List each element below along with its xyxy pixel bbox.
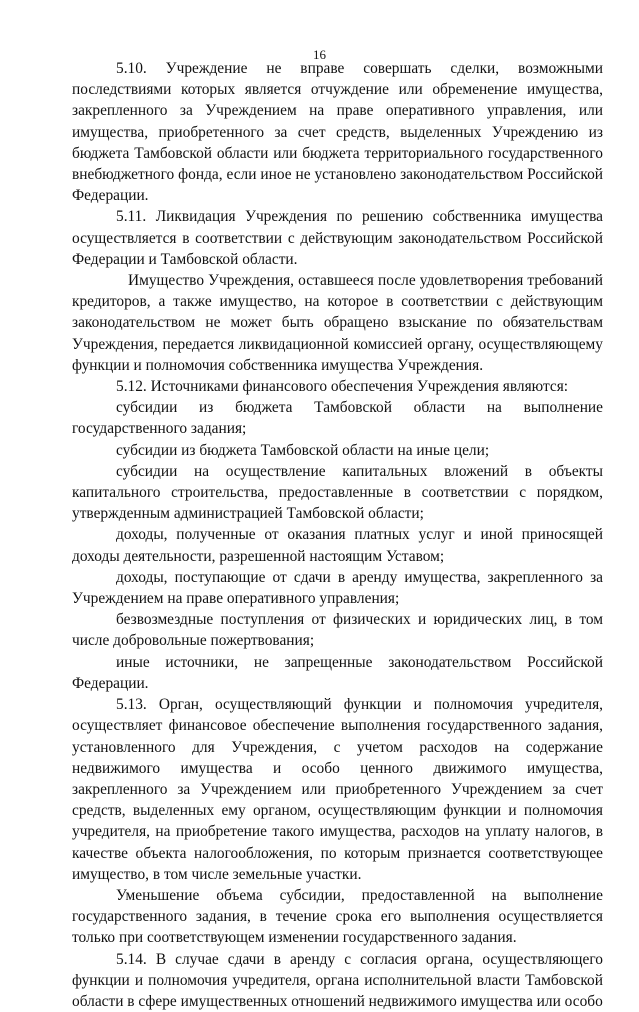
funding-source-item: субсидии из бюджета Тамбовской области на иные цели; <box>116 441 490 459</box>
funding-source-item: доходы, полученные от оказания платных услуг и иной приносящей доходы деятельности, разрешенной настоящим Уставом; <box>72 526 603 565</box>
paragraph-5-14: 5.14. В случае сдачи в аренду с согласия органа, осуществляющего функции и полномочия учредителя, органа исполнительной власти Тамбовской области в сфере имущественных отношений недвижимого имущества или особо <box>72 950 603 1010</box>
funding-source-item: доходы, поступающие от сдачи в аренду имущества, закрепленного за Учреждением на праве оперативного управления; <box>72 568 603 608</box>
paragraph-liquidation-property: Имущество Учреждения, оставшееся после удовлетворения требований кредиторов, а также имущество, на которое в соответствии с действующим законодательством не может быть обращено взыскание по обязательствам Учреждения, передается ликвидационной комиссией органу, осуществляющему функции и полномочия собственника имущества Учреждения. <box>72 272 603 374</box>
funding-source-item: субсидии на осуществление капитальных вложений в объекты капитального строительства, предоставленные в соответствии с порядком, утвержденным администрацией Тамбовской области; <box>72 462 603 523</box>
paragraph-5-13: 5.13. Орган, осуществляющий функции и полномочия учредителя, осуществляет финансовое обеспечение выполнения государственного задания, установленного для Учреждения, с учетом расходов на содержание недвижимого имущества и особо ценного движимого имущества, закрепленного за Учреждением или приобретенного Учреждением за счет средств, выделенных ему органом, осуществляющим функции и полномочия учредителя, на приобретение такого имущества, расходов на уплату налогов, в качестве объекта налогообложения, по которым признается соответствующее имущество, в том числе земельные участки. <box>72 696 603 883</box>
paragraph-5-12: 5.12. Источниками финансового обеспечения Учреждения являются: <box>116 378 569 396</box>
paragraph-subsidy-reduction: Уменьшение объема субсидии, предоставленной на выполнение государственного задания, в течение срока его выполнения осуществляется только при соответствующем изменении государственного задания. <box>72 886 603 947</box>
funding-source-item: безвозмездные поступления от физических и юридических лиц, в том числе добровольные пожертвования; <box>72 611 603 650</box>
funding-source-item: иные источники, не запрещенные законодательством Российской Федерации. <box>72 653 603 692</box>
paragraph-5-10: 5.10. Учреждение не вправе совершать сделки, возможными последствиями которых является отчуждение или обременение имущества, закрепленного за Учреждением на праве оперативного управления, или имущества, приобретенного за счет средств, выделенных Учреждению из бюджета Тамбовской области или бюджета территориального государственного внебюджетного фонда, если иное не установлено законодательством Российской Федерации. <box>72 60 603 205</box>
funding-source-item: субсидии из бюджета Тамбовской области на выполнение государственного задания; <box>72 399 603 438</box>
page-body <box>72 58 603 1012</box>
page-number: 16 <box>313 47 326 62</box>
paragraph-5-11: 5.11. Ликвидация Учреждения по решению собственника имущества осуществляется в соответствии с действующим законодательством Российской Федерации и Тамбовской области. <box>72 208 603 268</box>
